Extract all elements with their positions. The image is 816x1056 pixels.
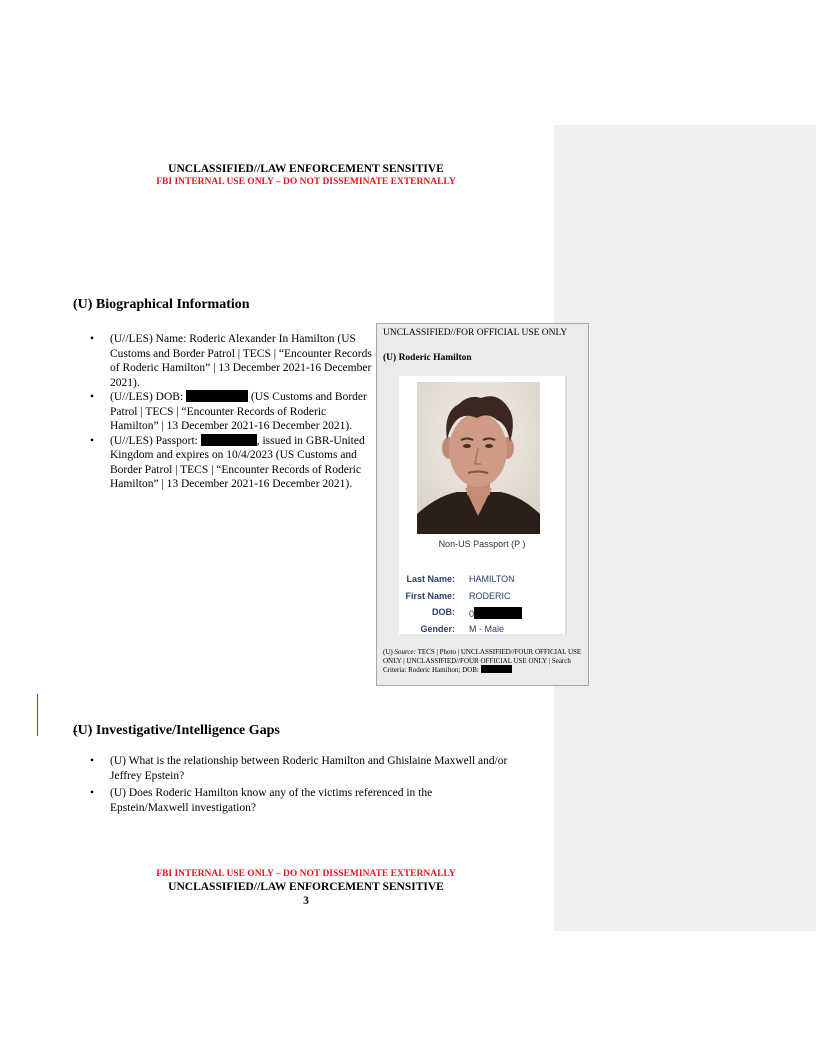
bio-item-text-rest: (US Customs and Border Patrol | TECS | “Encounter Records of Roderic Hamilton” | 13 December 2021-16 December 2021). [110, 391, 367, 432]
dob-value [469, 607, 522, 619]
comment-pane [554, 125, 816, 931]
gaps-list [90, 754, 510, 818]
bio-item-dob [90, 390, 372, 434]
last-name-label: Last Name: [406, 574, 455, 584]
bullet-icon: • [90, 391, 95, 403]
footer-classification: UNCLASSIFIED//LAW ENFORCEMENT SENSITIVE [168, 881, 444, 893]
redaction-box [186, 390, 248, 402]
bio-item-passport [90, 434, 372, 492]
header-classification: UNCLASSIFIED//LAW ENFORCEMENT SENSITIVE [168, 163, 444, 175]
gap-item [90, 754, 510, 783]
source-prefix: (U) [383, 648, 395, 656]
first-name-value: RODERIC [469, 591, 511, 601]
bio-heading: (U) Biographical Information [73, 297, 250, 312]
figure-title: (U) Roderic Hamilton [383, 353, 472, 363]
gap-item-text: (U) What is the relationship between Roderic Hamilton and Ghislaine Maxwell and/or Jeffrey Epstein? [110, 755, 508, 782]
bullet-icon: • [90, 755, 95, 767]
bio-item-text: (U//LES) Passport: [110, 434, 201, 447]
figure-source [383, 648, 585, 675]
dob-label: DOB: [432, 607, 455, 617]
passport-type-label: Non-US Passport (P ) [438, 539, 526, 549]
page-number: 3 [303, 895, 309, 907]
redaction-box [474, 607, 522, 619]
bullet-icon: • [90, 434, 95, 447]
bio-item-text-rest: , issued in GBR-United Kingdom and expires on 10/4/2023 (US Customs and Border Patrol | TECS | “Encounter Records of Roderic Hamilton” | 13 December 2021-16 December 2021). [110, 434, 365, 490]
header-handling: FBI INTERNAL USE ONLY – DO NOT DISSEMINATE EXTERNALLY [156, 177, 456, 187]
bullet-icon: • [90, 333, 95, 345]
figure-box [376, 323, 589, 686]
bio-list [90, 332, 372, 492]
first-name-label: First Name: [405, 591, 455, 601]
gender-label: Gender: [420, 624, 455, 634]
last-name-value: HAMILTON [469, 574, 515, 584]
source-text: TECS | Photo | UNCLASSIFIED//FOUR OFFICIAL USE ONLY | UNCLASSIFIED//FOUR OFFICIAL USE ONLY | Search Criteria: Roderic Hamilton; DOB: [383, 648, 582, 674]
revision-bar [37, 694, 38, 736]
bio-item-text: (U//LES) Name: Roderic Alexander In Hamilton (US Customs and Border Patrol | TECS | “Encounter Records of Roderic Hamilton” | 13 December 2021-16 December 2021). [110, 333, 372, 389]
bio-item-name [90, 332, 372, 390]
passport-record [399, 376, 567, 634]
passport-photo [417, 382, 540, 534]
figure-classification: UNCLASSIFIED//FOR OFFICIAL USE ONLY [383, 328, 568, 338]
footer-handling: FBI INTERNAL USE ONLY – DO NOT DISSEMINATE EXTERNALLY [156, 869, 456, 879]
gap-item [90, 786, 510, 815]
redaction-box [481, 665, 512, 673]
dob-value-text: 0 [469, 609, 475, 619]
gender-value: M - Male [469, 624, 505, 634]
gap-item-text: (U) Does Roderic Hamilton know any of the victims referenced in the Epstein/Maxwell investigation? [110, 787, 433, 814]
redaction-box [201, 434, 257, 446]
gaps-heading: (U) Investigative/Intelligence Gaps [73, 723, 280, 738]
bio-item-text: (U//LES) DOB: [110, 391, 187, 403]
bullet-icon: • [90, 787, 95, 799]
source-label: Source: [394, 648, 416, 656]
